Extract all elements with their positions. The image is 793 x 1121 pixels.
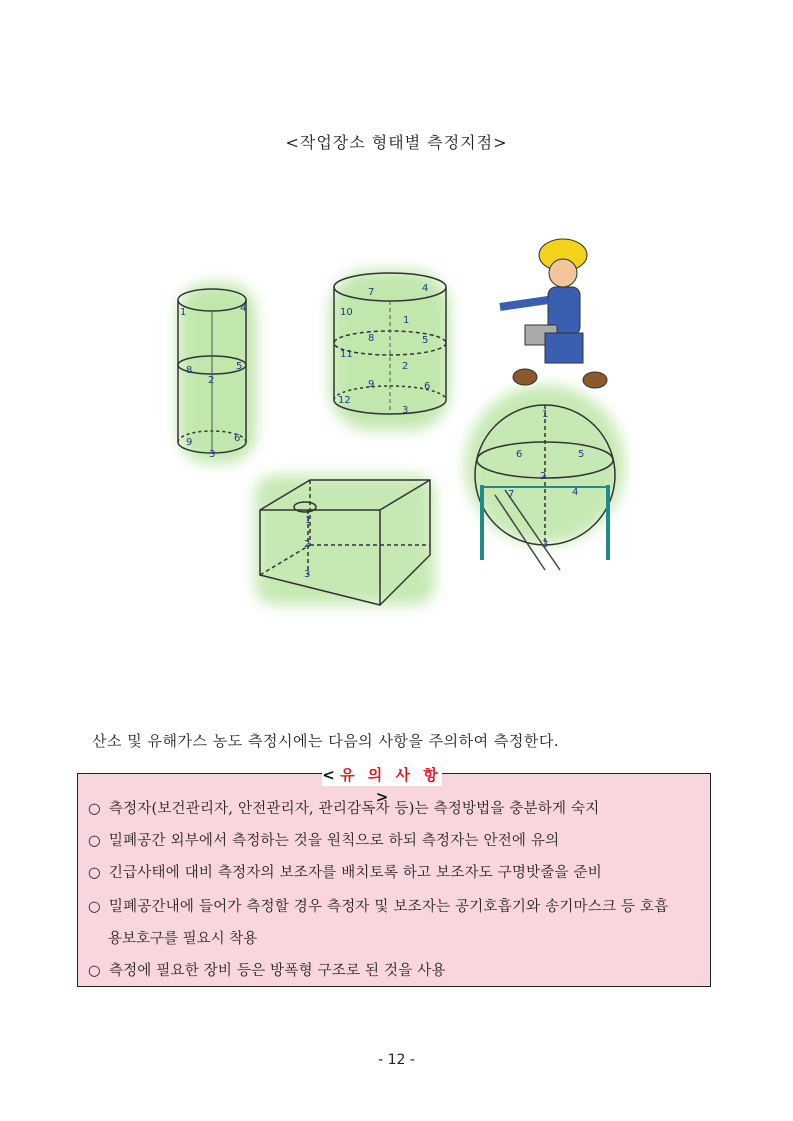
point-label: 5 [236,361,243,372]
point-label: 1 [542,409,549,420]
point-label: 3 [209,449,216,460]
point-label: 8 [368,333,375,344]
point-label: 2 [402,361,409,372]
title-open-bracket: < [322,766,335,784]
note-continuation: 용보호구를 필요시 착용 [108,931,258,947]
point-label: 6 [424,381,431,392]
point-label: 8 [186,365,193,376]
bullet-icon: ○ [88,899,101,915]
point-label: 1 [305,515,312,526]
point-label: 9 [186,437,193,448]
point-label: 3 [304,569,311,580]
point-label: 6 [516,449,523,460]
page-number: - 12 - [378,1052,415,1068]
point-label: 4 [572,487,579,498]
point-label: 7 [508,489,515,500]
point-label: 2 [540,471,547,482]
point-label: 2 [208,375,215,386]
point-label: 3 [542,539,549,550]
note-item [88,861,602,882]
point-label: 1 [180,307,187,318]
precautions-title [322,764,442,806]
point-label: 7 [368,287,375,298]
intro-text: 산소 및 유해가스 농도 측정시에는 다음의 사항을 주의하여 측정한다. [92,732,560,750]
measurement-points-figure [160,225,630,630]
measuring-worker-illustration [500,239,607,388]
point-label: 3 [402,405,409,416]
point-label: 10 [340,307,353,318]
note-text: 측정자(보건관리자, 안전관리자, 관리감독자 등)는 측정방법을 충분하게 숙지 [108,801,600,817]
point-label: 2 [304,539,311,550]
note-item [88,797,599,818]
point-label: 4 [422,283,429,294]
bullet-icon: ○ [88,833,101,849]
point-label: 11 [340,349,353,360]
point-label: 9 [368,379,375,390]
note-item [88,829,559,850]
note-text: 측정에 필요한 장비 등은 방폭형 구조로 된 것을 사용 [108,963,446,979]
bullet-icon: ○ [88,865,101,881]
note-item [88,959,446,980]
note-text: 밀폐공간내에 들어가 측정할 경우 측정자 및 보조자는 공기호흡기와 송기마스크 등 호흡 [108,899,669,915]
bullet-icon: ○ [88,801,101,817]
point-label: 12 [338,395,351,406]
title-close-bracket: > [375,788,389,806]
point-label: 4 [240,303,247,314]
figure-caption: <작업장소 형태별 측정지점> [285,133,508,152]
title-text: 유 의 사 항 [340,766,442,784]
bullet-icon: ○ [88,963,101,979]
point-label: 5 [422,335,429,346]
point-label: 5 [578,449,585,460]
point-label: 6 [234,433,241,444]
note-item [88,895,668,916]
point-label: 1 [403,315,410,326]
note-text: 밀폐공간 외부에서 측정하는 것을 원칙으로 하되 측정자는 안전에 유의 [108,833,560,849]
note-text: 긴급사태에 대비 측정자의 보조자를 배치토록 하고 보조자도 구명밧줄을 준비 [108,865,602,881]
